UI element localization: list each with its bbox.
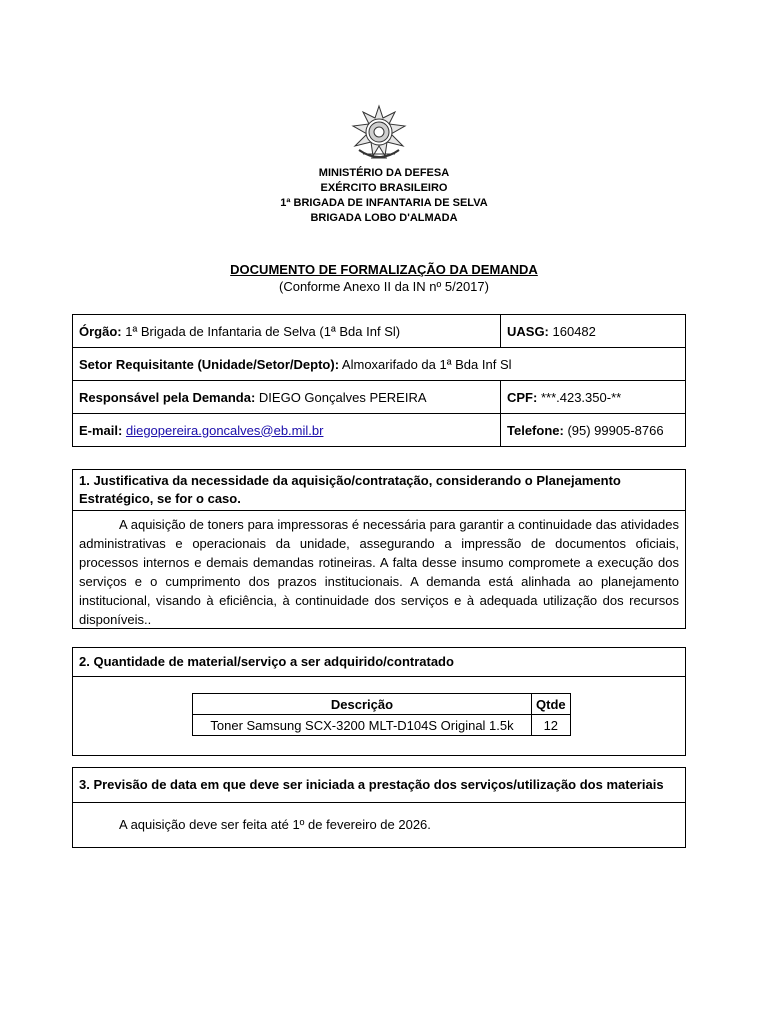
- table-row: [73, 381, 686, 414]
- justification-section: [72, 469, 686, 629]
- email-label: E-mail:: [79, 422, 123, 438]
- start-date-heading: 3. Previsão de data em que deve ser iniciada a prestação dos serviços/utilização dos materiais: [73, 768, 685, 803]
- responsavel-value: DIEGO Gonçalves PEREIRA: [255, 389, 427, 405]
- table-row: [73, 315, 686, 348]
- justification-body: A aquisição de toners para impressoras é necessária para garantir a continuidade das atividades administrativas e operacionais da unidade, assegurando a impressão de documentos oficiais, processos internos e demais demandas rotineiras. A falta desse insumo compromete a execução dos serviços e o cumprimento dos prazos institucionais. A demanda está alinhada ao planejamento institucional, visando à eficiência, à continuidade dos serviços e à adequada utilização dos recursos disponíveis..: [79, 517, 679, 627]
- telefone-cell: [501, 414, 686, 447]
- setor-value: Almoxarifado da 1ª Bda Inf Sl: [339, 356, 512, 372]
- coat-of-arms-icon: [349, 104, 409, 166]
- telefone-value: (95) 99905-8766: [563, 422, 664, 438]
- email-cell: [73, 414, 501, 447]
- column-header-qtde: Qtde: [532, 694, 571, 715]
- quantity-section: [72, 647, 686, 756]
- telefone-label: Telefone:: [507, 422, 564, 438]
- header-line: 1ª BRIGADA DE INFANTARIA DE SELVA: [280, 197, 488, 209]
- header-line: BRIGADA LOBO D'ALMADA: [310, 212, 458, 224]
- orgao-value: 1ª Brigada de Infantaria de Selva (1ª Bda Inf Sl): [121, 323, 401, 339]
- setor-cell: [73, 348, 686, 381]
- header-line: EXÉRCITO BRASILEIRO: [320, 182, 448, 194]
- orgao-label: Órgão:: [79, 323, 122, 339]
- orgao-cell: [73, 315, 501, 348]
- table-row: [73, 414, 686, 447]
- institution-header: [0, 166, 768, 226]
- setor-label: Setor Requisitante (Unidade/Setor/Depto):: [79, 356, 340, 372]
- document-title: DOCUMENTO DE FORMALIZAÇÃO DA DEMANDA: [230, 262, 538, 277]
- email-link[interactable]: diegopereira.goncalves@eb.mil.br: [125, 422, 324, 438]
- document-subtitle: (Conforme Anexo II da IN nº 5/2017): [279, 279, 489, 294]
- header-line: MINISTÉRIO DA DEFESA: [318, 167, 450, 179]
- cpf-value: ***.423.350-**: [537, 389, 622, 405]
- uasg-cell: [501, 315, 686, 348]
- start-date-body: A aquisição deve ser feita até 1º de fevereiro de 2026.: [119, 817, 431, 832]
- responsavel-label: Responsável pela Demanda:: [79, 389, 256, 405]
- justification-heading: 1. Justificativa da necessidade da aquisição/contratação, considerando o Planejamento Estratégico, se for o caso.: [73, 470, 685, 511]
- item-description: Toner Samsung SCX-3200 MLT-D104S Original 1.5k: [193, 715, 532, 736]
- item-quantity: 12: [532, 715, 571, 736]
- quantity-heading: 2. Quantidade de material/serviço a ser adquirido/contratado: [73, 648, 685, 677]
- column-header-descricao: Descrição: [193, 694, 532, 715]
- start-date-section: [72, 767, 686, 848]
- table-row: [193, 715, 571, 736]
- table-row: [73, 348, 686, 381]
- cpf-cell: [501, 381, 686, 414]
- uasg-value: 160482: [548, 323, 596, 339]
- cpf-label: CPF:: [507, 389, 538, 405]
- items-table: [192, 693, 571, 736]
- responsavel-cell: [73, 381, 501, 414]
- table-header-row: [193, 694, 571, 715]
- requester-info-table: [72, 314, 686, 447]
- uasg-label: UASG:: [507, 323, 549, 339]
